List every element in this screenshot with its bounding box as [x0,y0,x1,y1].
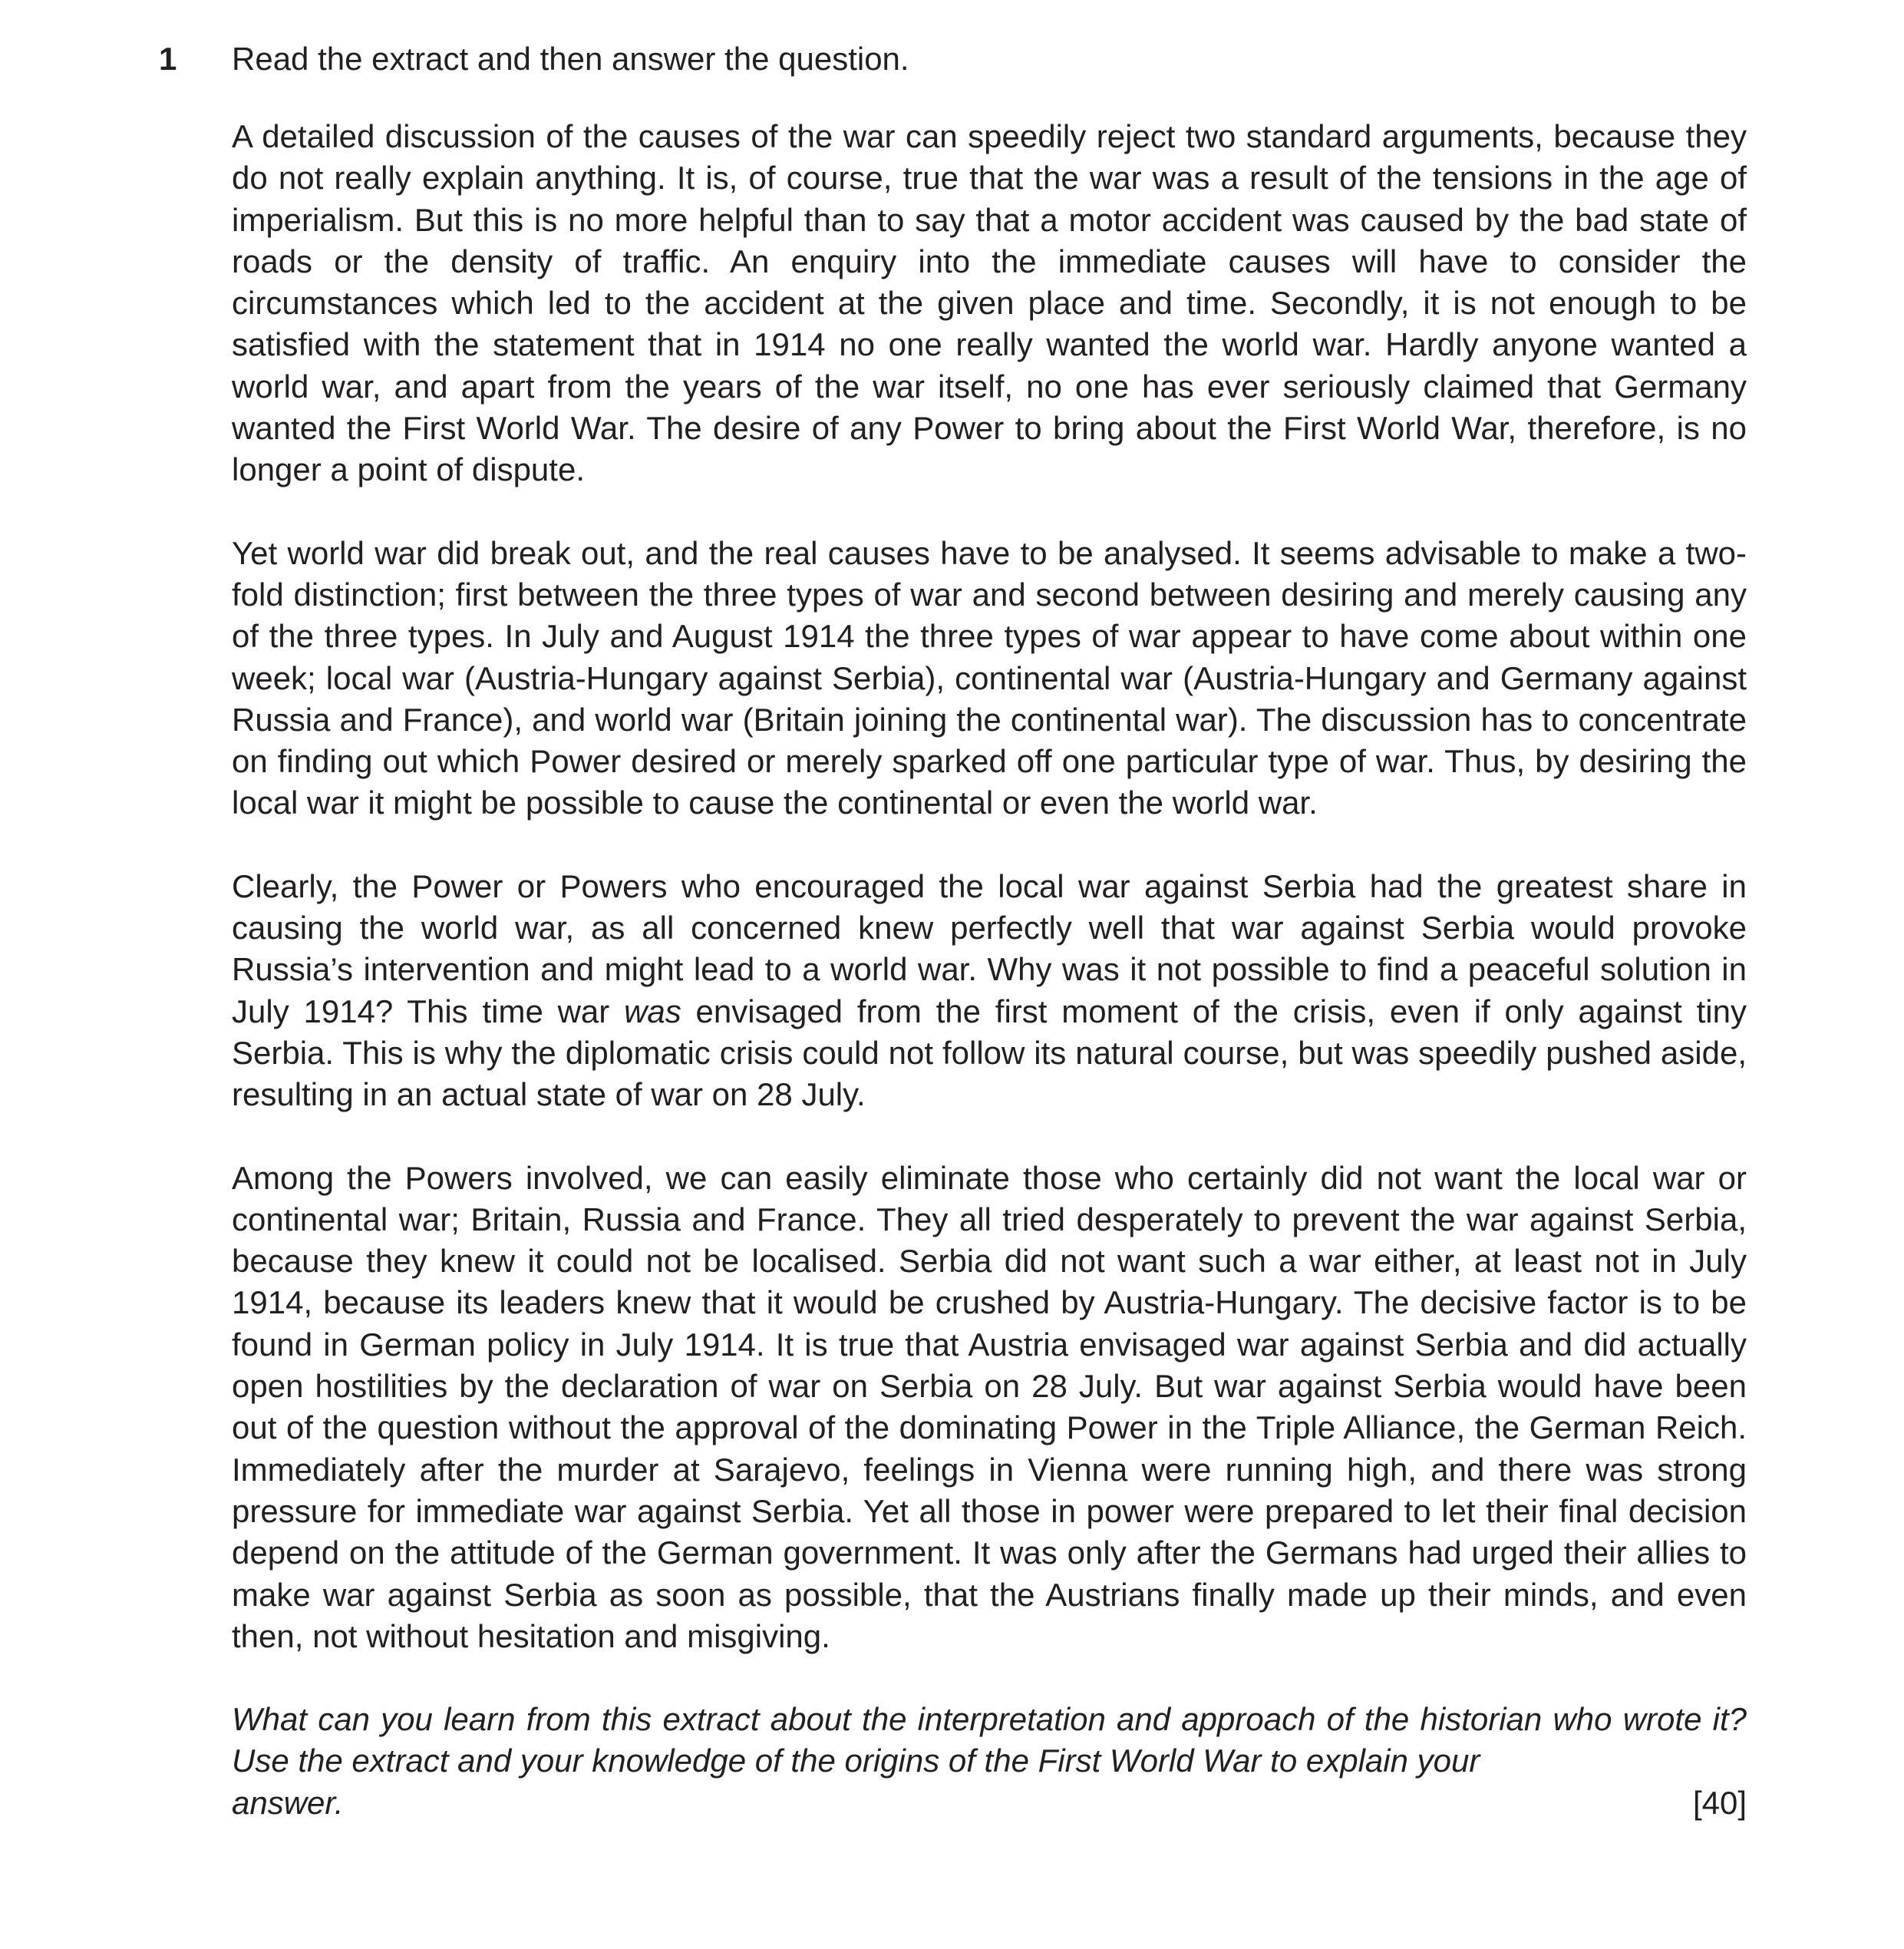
extract-paragraph-4: Among the Powers involved, we can easily eliminate those who certainly did not want the local war or continental war; Britain, Russia and France. They all tried desperately to prevent the war against Serbia, because they knew it could not be localised. Serbia did not want such a war either, at least not in July 1914, because its leaders knew that it would be crushed by Austria-Hungary. The decisive factor is to be found in German policy in July 1914. It is true that Austria envisaged war against Serbia and did actually open hostilities by the declaration of war on Serbia on 28 July. But war against Serbia would have been out of the question without the approval of the dominating Power in the Triple Alliance, the German Reich. Immediately after the murder at Sarajevo, feelings in Vienna were running high, and there was strong pressure for immediate war against Serbia. Yet all those in power were prepared to let their final decision depend on the attitude of the German government. It was only after the Germans had urged their allies to make war against Serbia as soon as possible, that the Austrians finally made up their minds, and even then, not without hesitation and misgiving. [232,1159,1747,1654]
extract-paragraph-2: Yet world war did break out, and the real causes have to be analysed. It seems advisable to make a two-fold distinction; first between the three types of war and second between desiring and merely causing any of the three types. In July and August 1914 the three types of war appear to have come about within one week; local war (Austria-Hungary against Serbia), continental war (Austria-Hungary and Germany against Russia and France), and world war (Britain joining the continental war). The discussion has to concentrate on finding out which Power desired or merely sparked off one particular type of war. Thus, by desiring the local war it might be possible to cause the continental or even the world war. [232,534,1747,821]
essay-question [232,1699,1747,1824]
question-content [232,32,1747,1824]
essay-question-last-line [232,1782,1747,1824]
emphasis-was: was [624,993,681,1029]
paragraph-3-text-before: Clearly, the Power or Powers who encouraged the local war against Serbia had the greatest share in causing the world war, as all concerned knew perfectly well that war against Serbia would provoke Russia’s intervention and might lead to a world war. Why was it not possible to find a peaceful solution in July 1914? This time war [232,867,1747,1029]
essay-question-last-word: answer. [232,1784,344,1821]
essay-question-text: What can you learn from this extract about the interpretation and approach of the historian who wrote it? Use the extract and your knowledge of the origins of the First World War to explain your [232,1701,1747,1779]
marks-allocation: [40] [1692,1784,1747,1821]
paragraph-3-text-after: envisaged from the first moment of the crisis, even if only against tiny Serbia. This is why the diplomatic crisis could not follow its natural course, but was speedily pushed aside, resulting in an actual state of war on 28 July. [232,993,1747,1113]
extract-paragraph-1: A detailed discussion of the causes of the war can speedily reject two standard arguments, because they do not really explain anything. It is, of course, true that the war was a result of the tensions in the age of imperialism. But this is no more helpful than to say that a motor accident was caused by the bad state of roads or the density of traffic. An enquiry into the immediate causes will have to consider the circumstances which led to the accident at the given place and time. Secondly, it is not enough to be satisfied with the statement that in 1914 no one really wanted the world war. Hardly anyone wanted a world war, and apart from the years of the war itself, no one has ever seriously claimed that Germany wanted the First World War. The desire of any Power to bring about the First World War, therefore, is no longer a point of dispute. [232,118,1747,488]
extract-paragraph-3 [232,866,1747,1116]
question-number: 1 [159,41,177,77]
question-instruction: Read the extract and then answer the question. [232,41,909,77]
